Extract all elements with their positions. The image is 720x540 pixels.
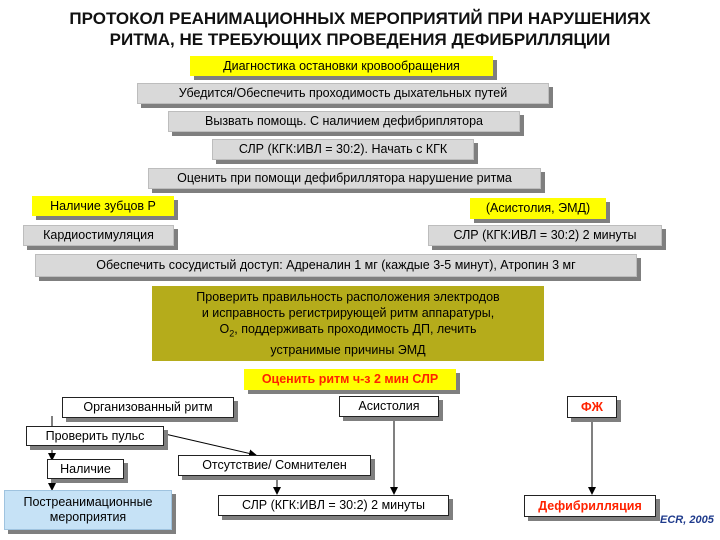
- branch-asystole-emd: (Асистолия, ЭМД): [470, 198, 606, 219]
- step-reassess: Оценить ритм ч-з 2 мин СЛР: [244, 369, 456, 390]
- step-cpr-2min-bottom: СЛР (КГК:ИВЛ = 30:2) 2 минуты: [218, 495, 449, 516]
- result-vf: ФЖ: [567, 396, 617, 418]
- step-airway: Убедится/Обеспечить проходимость дыхательных путей: [137, 83, 549, 104]
- check-line-2: и исправность регистрирующей ритм аппаратуры,: [201, 306, 495, 321]
- step-check-pulse: Проверить пульс: [26, 426, 164, 446]
- source-footer: ECR, 2005: [660, 514, 714, 526]
- step-post-resuscitation: [4, 490, 172, 530]
- step-assess-rhythm: Оценить при помощи дефибриллятора нарушение ритма: [148, 168, 541, 189]
- connector-pulse-to-absent: [165, 434, 256, 455]
- check-line-3: $O_2$, поддерживать проходимость ДП, лечить: [219, 322, 477, 339]
- pulse-absent: Отсутствие/ Сомнителен: [178, 455, 371, 476]
- title-line-1: ПРОТОКОЛ РЕАНИМАЦИОННЫХ МЕРОПРИЯТИЙ ПРИ НАРУШЕНИЯХ: [69, 9, 651, 28]
- check-line-1: Проверить правильность расположения электродов: [196, 290, 500, 305]
- step-call-help: Вызвать помощь. С наличием дефибриплятора: [168, 111, 520, 132]
- step-pacing: Кардиостимуляция: [23, 225, 174, 246]
- step-vascular-access: Обеспечить сосудистый доступ: Адреналин 1 мг (каждые 3-5 минут), Атропин 3 мг: [35, 254, 637, 277]
- step-cpr-2min-right: СЛР (КГК:ИВЛ = 30:2) 2 минуты: [428, 225, 662, 246]
- title-line-2: РИТМА, НЕ ТРЕБУЮЩИХ ПРОВЕДЕНИЯ ДЕФИБРИЛЛЯЦИИ: [109, 30, 611, 49]
- step-defibrillation: Дефибрилляция: [524, 495, 656, 517]
- step-diagnosis: Диагностика остановки кровообращения: [190, 56, 493, 76]
- post-resus-line-2: мероприятия: [49, 510, 127, 524]
- result-asystole: Асистолия: [339, 396, 439, 417]
- step-cpr-start: СЛР (КГК:ИВЛ = 30:2). Начать с КГК: [212, 139, 474, 160]
- step-check-equipment: [152, 286, 544, 361]
- post-resus-line-1: Постреанимационные: [23, 495, 153, 509]
- pulse-present: Наличие: [47, 459, 124, 479]
- result-organized-rhythm: Организованный ритм: [62, 397, 234, 418]
- check-line-4: устранимые причины ЭМД: [270, 342, 426, 357]
- branch-p-waves: Наличие зубцов Р: [32, 196, 174, 216]
